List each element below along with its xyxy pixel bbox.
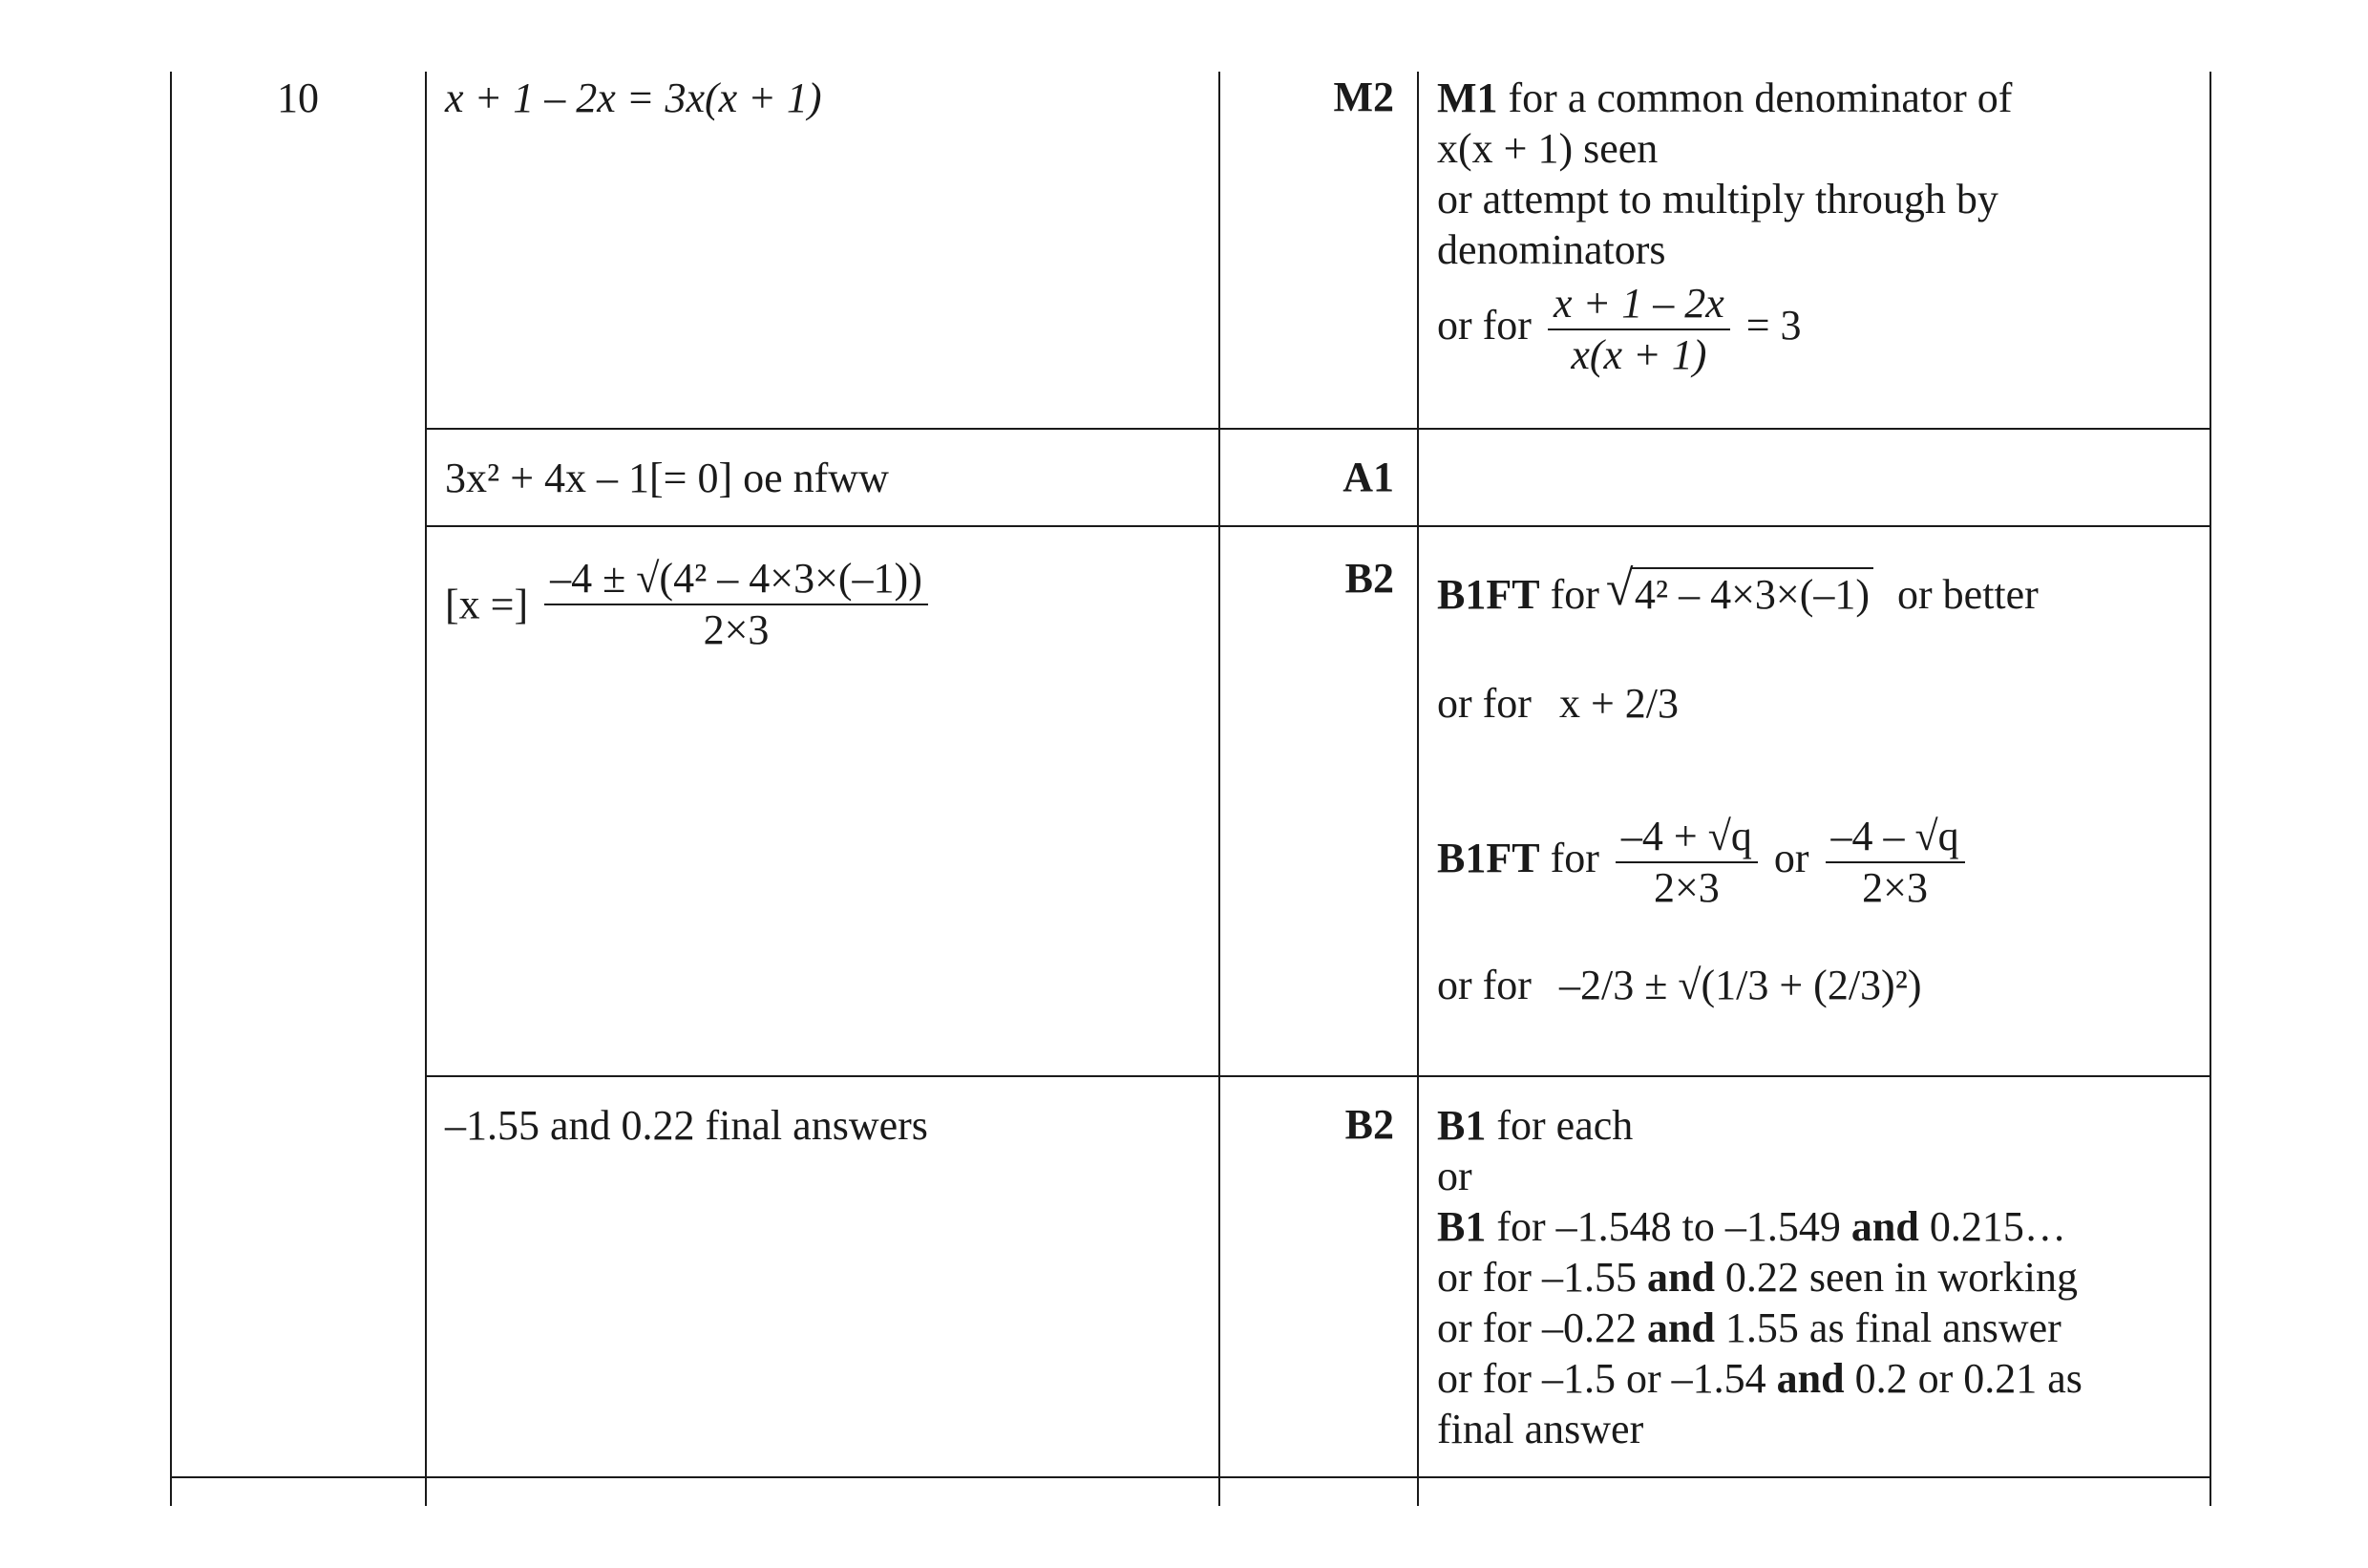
fraction-denominator: x(x + 1) xyxy=(1571,331,1707,378)
guidance-and: and xyxy=(1646,1304,1715,1351)
guidance-text: 0.215… xyxy=(1918,1203,2066,1250)
fraction xyxy=(1548,279,1730,380)
guidance-and: and xyxy=(1646,1254,1715,1301)
quadratic-formula xyxy=(544,554,928,655)
fraction xyxy=(1616,812,1758,913)
guidance-mark-label: B1FT xyxy=(1437,835,1540,882)
guidance-text: final answer xyxy=(1437,1406,1644,1452)
row-divider-1 xyxy=(426,428,2211,430)
fraction-numerator: –4 – √q xyxy=(1826,812,1965,863)
answer-row-2: 3x² + 4x – 1[= 0] oe nfww xyxy=(445,455,889,501)
fraction-denominator: 2×3 xyxy=(703,606,770,653)
guidance-text: for xyxy=(1550,571,1599,618)
guidance-text: or for xyxy=(1437,680,1532,727)
guidance-text: or for –1.5 or –1.54 xyxy=(1437,1355,1777,1402)
guidance-expression: x + 2/3 xyxy=(1558,680,1680,727)
grid-line-col2 xyxy=(1218,72,1220,1506)
guidance-text: or for –1.55 xyxy=(1437,1254,1647,1301)
guidance-text: 0.22 seen in working xyxy=(1714,1254,2078,1301)
mark-row-4: B2 xyxy=(1344,1101,1394,1148)
guidance-text: or for –0.22 xyxy=(1437,1304,1647,1351)
answer-row-3 xyxy=(445,554,934,655)
answer-row-1: x + 1 – 2x = 3x(x + 1) xyxy=(445,74,822,121)
guidance-and: and xyxy=(1776,1355,1845,1402)
square-root: √ 4² – 4×3×(–1) xyxy=(1631,567,1873,620)
row-divider-3 xyxy=(426,1075,2211,1077)
guidance-text: for xyxy=(1550,835,1599,882)
grid-line-col3 xyxy=(1417,72,1419,1506)
answer-row-4: –1.55 and 0.22 final answers xyxy=(445,1102,928,1149)
guidance-text: for –1.548 to –1.549 xyxy=(1486,1203,1851,1250)
row-divider-2 xyxy=(426,525,2211,527)
guidance-text: or better xyxy=(1897,571,2039,618)
guidance-text: or for xyxy=(1437,962,1532,1008)
fraction-denominator: 2×3 xyxy=(1862,864,1928,911)
guidance-expression: –2/3 ± √(1/3 + (2/3)²) xyxy=(1558,962,1922,1008)
fraction-denominator: 2×3 xyxy=(1653,864,1720,911)
guidance-mark-label: B1FT xyxy=(1437,571,1540,618)
guidance-text: x(x + 1) seen xyxy=(1437,125,1659,172)
guidance-text: or attempt to multiply through by xyxy=(1437,176,1998,222)
grid-line-col1 xyxy=(425,72,427,1506)
grid-line-right xyxy=(2209,72,2211,1506)
fraction xyxy=(1826,812,1965,913)
guidance-text: 1.55 as final answer xyxy=(1714,1304,2061,1351)
guidance-text: or for xyxy=(1437,302,1532,350)
guidance-text: for each xyxy=(1486,1102,1634,1149)
fraction-numerator: x + 1 – 2x xyxy=(1548,279,1730,330)
guidance-text: or xyxy=(1437,1153,1472,1199)
guidance-mark-label: B1 xyxy=(1437,1102,1487,1149)
fraction-numerator: –4 + √q xyxy=(1616,812,1758,863)
row-divider-4 xyxy=(170,1476,2211,1478)
guidance-mark-label: M1 xyxy=(1437,74,1498,121)
fraction-numerator: –4 ± √(4² – 4×3×(–1)) xyxy=(544,554,928,605)
question-number: 10 xyxy=(277,74,319,121)
mark-row-2: A1 xyxy=(1343,454,1394,500)
answer-prefix: [x =] xyxy=(445,581,529,628)
guidance-text: 0.2 or 0.21 as xyxy=(1844,1355,2083,1402)
guidance-mark-label: B1 xyxy=(1437,1203,1487,1250)
guidance-text: = 3 xyxy=(1745,302,1802,350)
guidance-text: for a common denominator of xyxy=(1497,74,2013,121)
guidance-text: or xyxy=(1773,835,1809,882)
guidance-text: denominators xyxy=(1437,226,1666,273)
grid-line-left xyxy=(170,72,172,1506)
guidance-and: and xyxy=(1850,1203,1919,1250)
mark-row-3: B2 xyxy=(1344,555,1394,602)
mark-row-1: M2 xyxy=(1333,74,1394,120)
